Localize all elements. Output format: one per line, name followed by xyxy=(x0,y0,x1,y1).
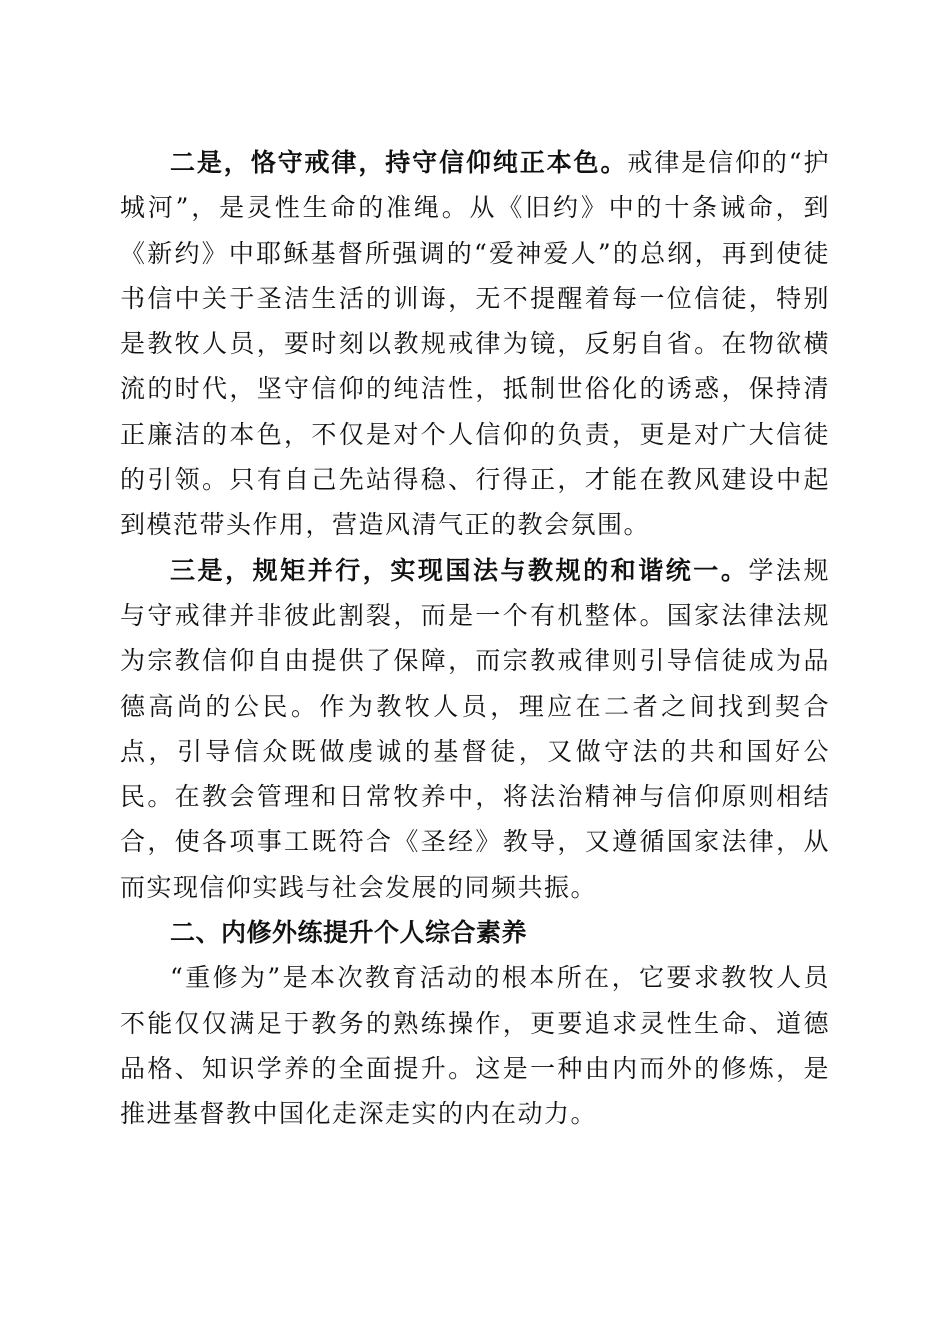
paragraph-1-lead: 二是，恪守戒律，持守信仰纯正本色。 xyxy=(170,148,628,177)
paragraph-2-text: 学法规与守戒律并非彼此割裂，而是一个有机整体。国家法律法规为宗教信仰自由提供了保障，而宗教戒律则引导信徒成为品德高尚的公民。作为教牧人员，理应在二者之间找到契合点，引导信众既做虔诚的基督徒，又做守法的共和国好公民。在教会管理和日常牧养中，将法治精神与信仰原则相结合，使各项事工既符合《圣经》教导，又遵循国家法律，从而实现信仰实践与社会发展的同频共振。 xyxy=(120,555,830,902)
document-body xyxy=(120,140,830,1137)
final-paragraph: “重修为”是本次教育活动的根本所在，它要求教牧人员不能仅仅满足于教务的熟练操作，更要追求灵性生命、道德品格、知识学养的全面提升。这是一种由内而外的修炼，是推进基督教中国化走深走实的内在动力。 xyxy=(120,963,830,1129)
section-heading: 二、内修外练提升个人综合素养 xyxy=(170,918,528,948)
paragraph-1 xyxy=(120,140,830,548)
paragraph-2-lead: 三是，规矩并行，实现国法与教规的和谐统一。 xyxy=(170,555,749,585)
paragraph-1-text: 戒律是信仰的“护城河”，是灵性生命的准绳。从《旧约》中的十条诫命，到《新约》中耶稣基督所强调的“爱神爱人”的总纲，再到使徒书信中关于圣洁生活的训诲，无不提醒着每一位信徒，特别是教牧人员，要时刻以教规戒律为镜，反躬自省。在物欲横流的时代，坚守信仰的纯洁性，抵制世俗化的诱惑，保持清正廉洁的本色，不仅是对个人信仰的负责，更是对广大信徒的引领。只有自己先站得稳、行得正，才能在教风建设中起到模范带头作用，营造风清气正的教会氛围。 xyxy=(120,148,830,540)
paragraph-2 xyxy=(120,548,830,910)
